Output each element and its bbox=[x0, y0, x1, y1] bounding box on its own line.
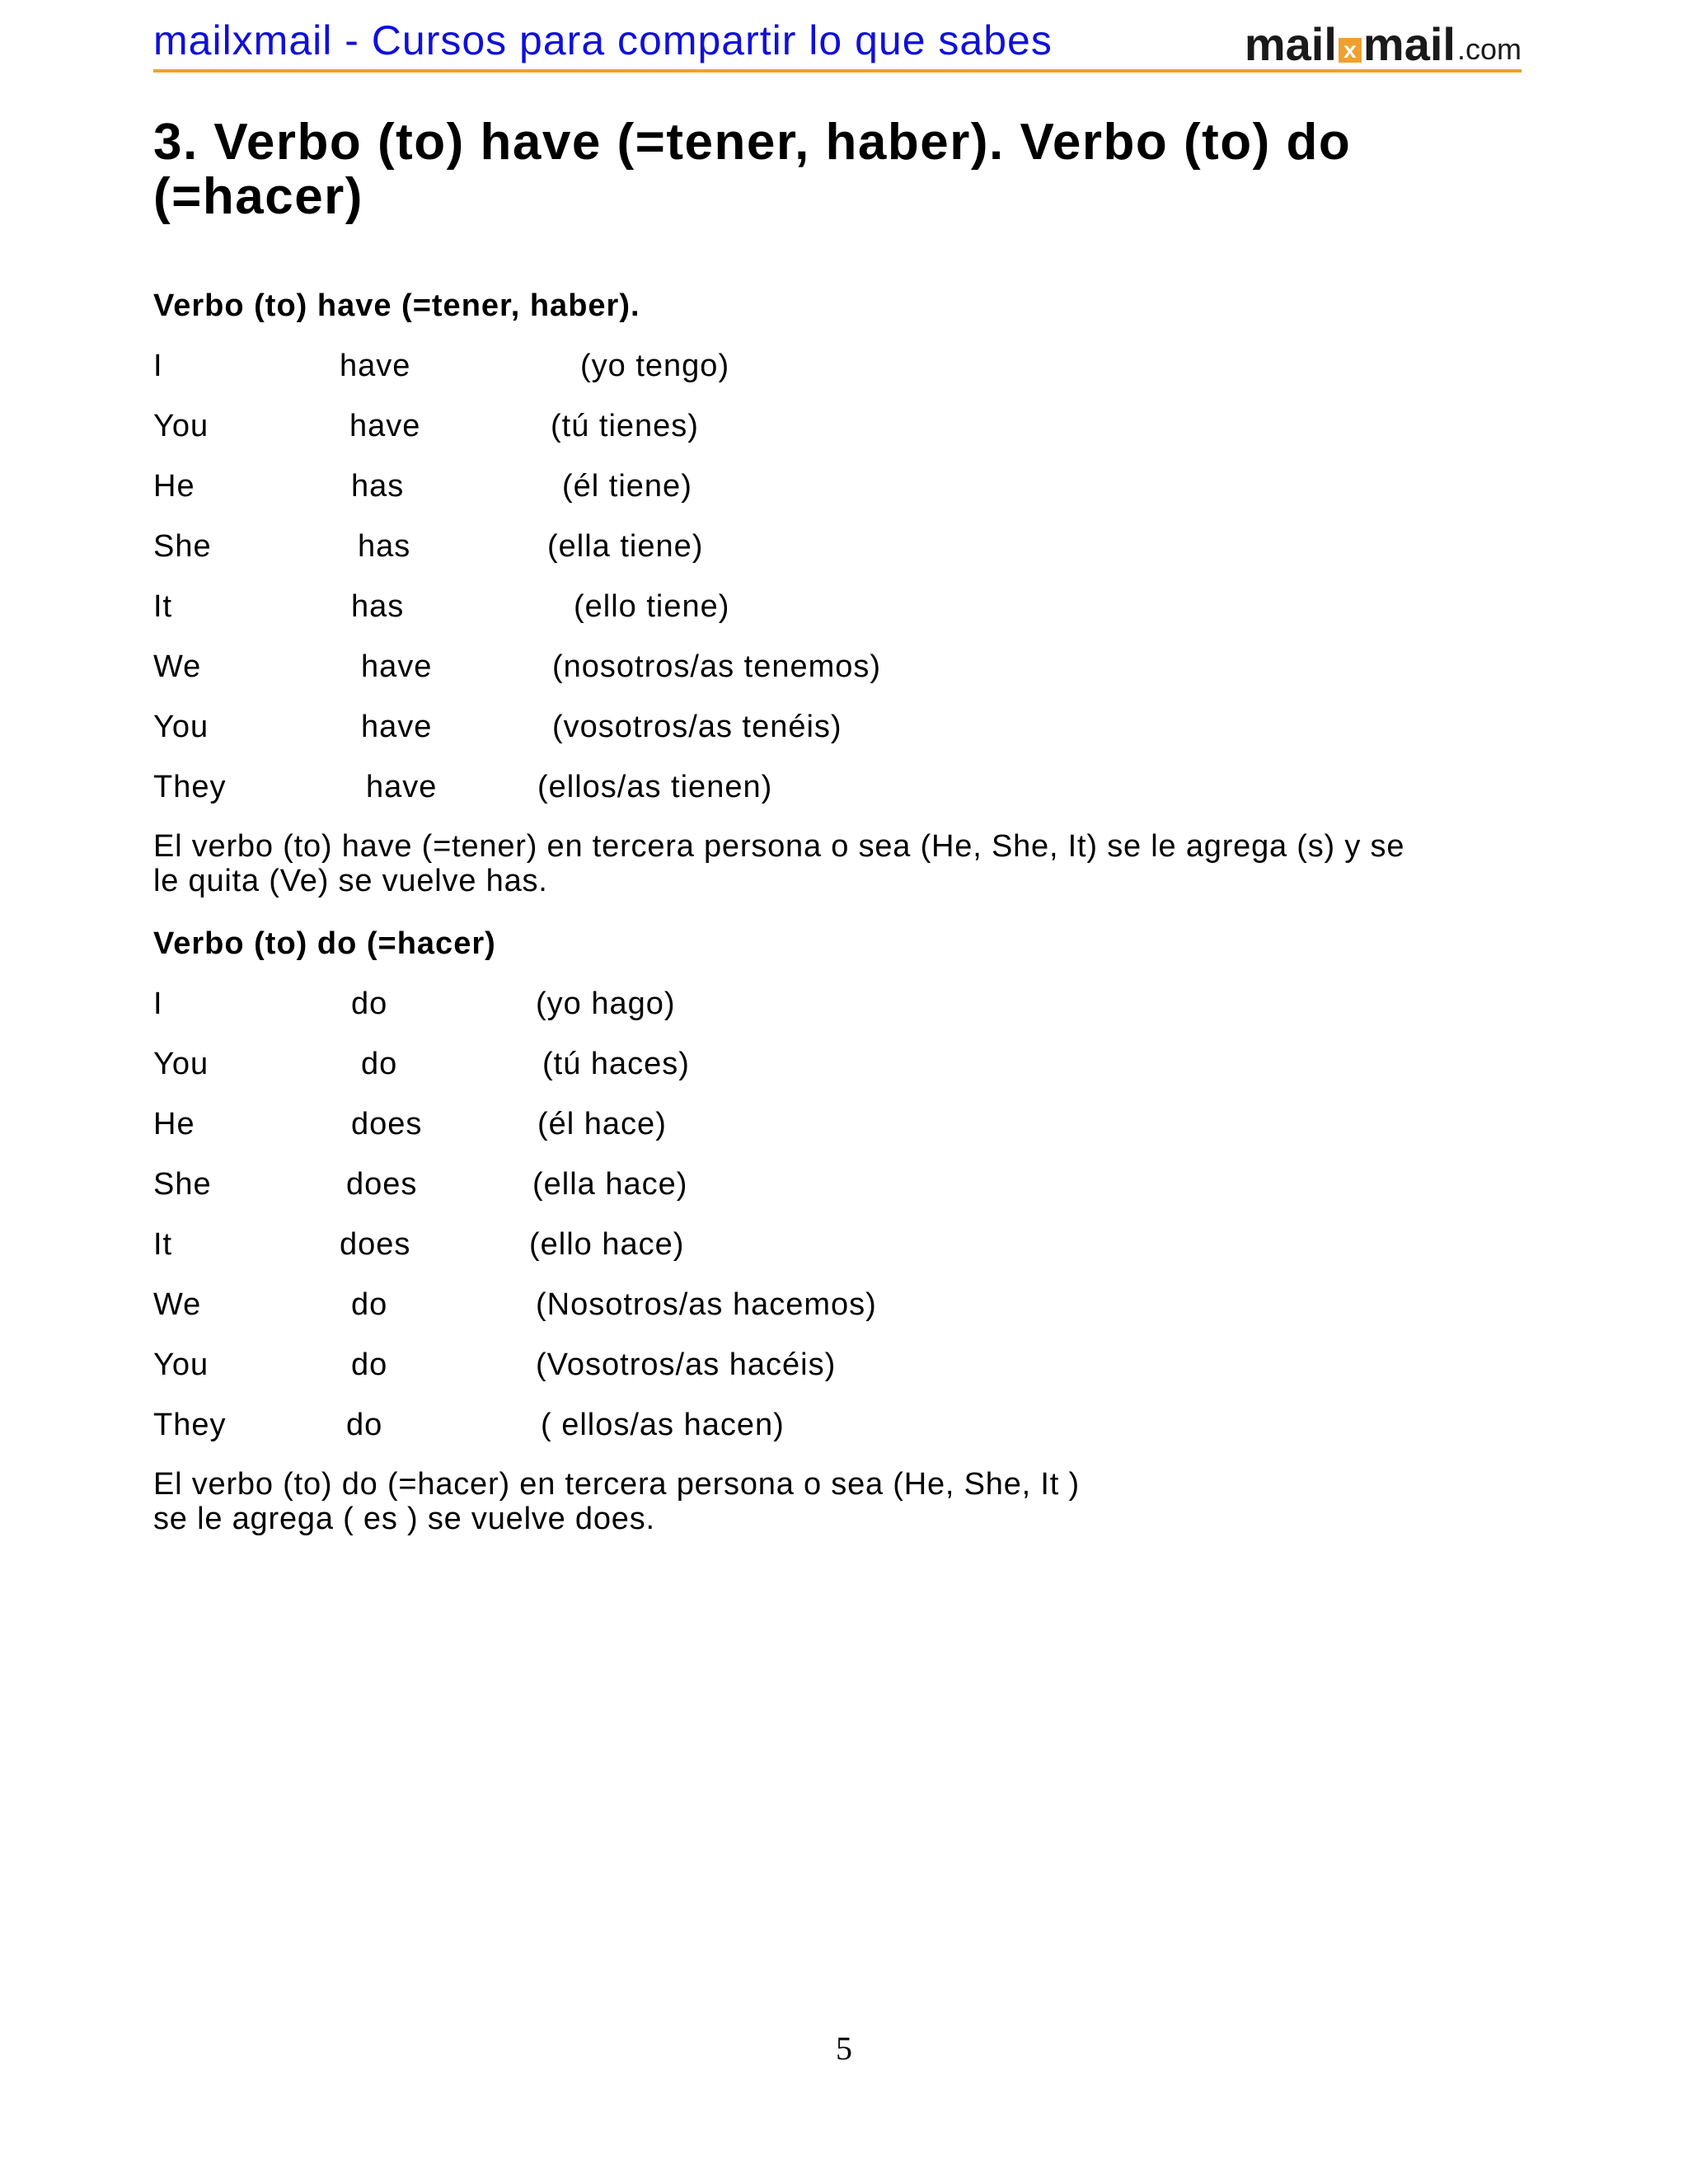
verb: have bbox=[349, 409, 421, 443]
pronoun: I bbox=[153, 987, 163, 1021]
translation: (yo hago) bbox=[536, 987, 676, 1021]
do-note-line: El verbo (to) do (=hacer) en tercera persona o sea (He, She, It ) bbox=[153, 1467, 1080, 1502]
translation: (ella tiene) bbox=[547, 529, 704, 564]
translation: (ella hace) bbox=[532, 1167, 688, 1202]
logo-x-mark: x bbox=[1339, 38, 1362, 63]
translation: (tú tienes) bbox=[551, 409, 699, 443]
page-title: 3. Verbo (to) have (=tener, haber). Verbo (to) do (=hacer) bbox=[153, 114, 1352, 225]
translation: (él tiene) bbox=[562, 469, 692, 504]
pronoun: It bbox=[153, 1227, 173, 1262]
header-title: mailxmail - Cursos para compartir lo que sabes bbox=[153, 17, 1053, 63]
verb: do bbox=[361, 1047, 398, 1081]
have-note-line: El verbo (to) have (=tener) en tercera persona o sea (He, She, It) se le agrega (s) y se bbox=[153, 829, 1405, 864]
logo-text-left: mail bbox=[1244, 18, 1337, 70]
do-note-line: se le agrega ( es ) se vuelve does. bbox=[153, 1502, 655, 1536]
verb: do bbox=[351, 987, 388, 1021]
pronoun: They bbox=[153, 770, 227, 804]
translation: (tú haces) bbox=[542, 1047, 690, 1081]
have-note bbox=[153, 829, 1522, 898]
pronoun: He bbox=[153, 469, 195, 504]
verb: does bbox=[351, 1107, 423, 1141]
pronoun: You bbox=[153, 1347, 209, 1382]
verb: have bbox=[361, 649, 433, 684]
translation: (Vosotros/as hacéis) bbox=[536, 1347, 837, 1382]
translation: (Nosotros/as hacemos) bbox=[536, 1287, 877, 1322]
verb: have bbox=[366, 770, 438, 804]
pronoun: She bbox=[153, 1167, 212, 1202]
translation: (nosotros/as tenemos) bbox=[552, 649, 882, 684]
have-section-title: Verbo (to) have (=tener, haber). bbox=[153, 288, 640, 323]
translation: (ellos/as tienen) bbox=[537, 770, 773, 804]
pronoun: You bbox=[153, 1047, 209, 1081]
translation: (vosotros/as tenéis) bbox=[552, 710, 842, 744]
verb: does bbox=[346, 1167, 418, 1202]
verb: has bbox=[351, 469, 405, 504]
verb: have bbox=[361, 710, 433, 744]
logo-text-right: mail bbox=[1362, 18, 1456, 70]
logo-suffix: .com bbox=[1456, 32, 1522, 66]
do-section-title: Verbo (to) do (=hacer) bbox=[153, 926, 496, 961]
translation: (ello hace) bbox=[529, 1227, 685, 1262]
page-number: 5 bbox=[836, 2030, 852, 2067]
do-note bbox=[153, 1467, 1522, 1536]
have-note-line: le quita (Ve) se vuelve has. bbox=[153, 864, 548, 898]
verb: do bbox=[351, 1347, 388, 1382]
pronoun: I bbox=[153, 349, 163, 383]
verb: do bbox=[346, 1408, 383, 1442]
pronoun: They bbox=[153, 1408, 227, 1442]
translation: ( ellos/as hacen) bbox=[541, 1408, 785, 1442]
pronoun: He bbox=[153, 1107, 195, 1141]
pronoun: It bbox=[153, 589, 173, 624]
verb: does bbox=[340, 1227, 411, 1262]
verb: has bbox=[351, 589, 405, 624]
verb: do bbox=[351, 1287, 388, 1322]
translation: (yo tengo) bbox=[580, 349, 730, 383]
pronoun: She bbox=[153, 529, 212, 564]
translation: (él hace) bbox=[537, 1107, 667, 1141]
pronoun: We bbox=[153, 649, 202, 684]
translation: (ello tiene) bbox=[574, 589, 730, 624]
mailxmail-logo bbox=[1245, 18, 1522, 68]
page-header bbox=[153, 15, 1522, 73]
pronoun: You bbox=[153, 409, 209, 443]
pronoun: We bbox=[153, 1287, 202, 1322]
pronoun: You bbox=[153, 710, 209, 744]
verb: has bbox=[358, 529, 411, 564]
verb: have bbox=[340, 349, 411, 383]
